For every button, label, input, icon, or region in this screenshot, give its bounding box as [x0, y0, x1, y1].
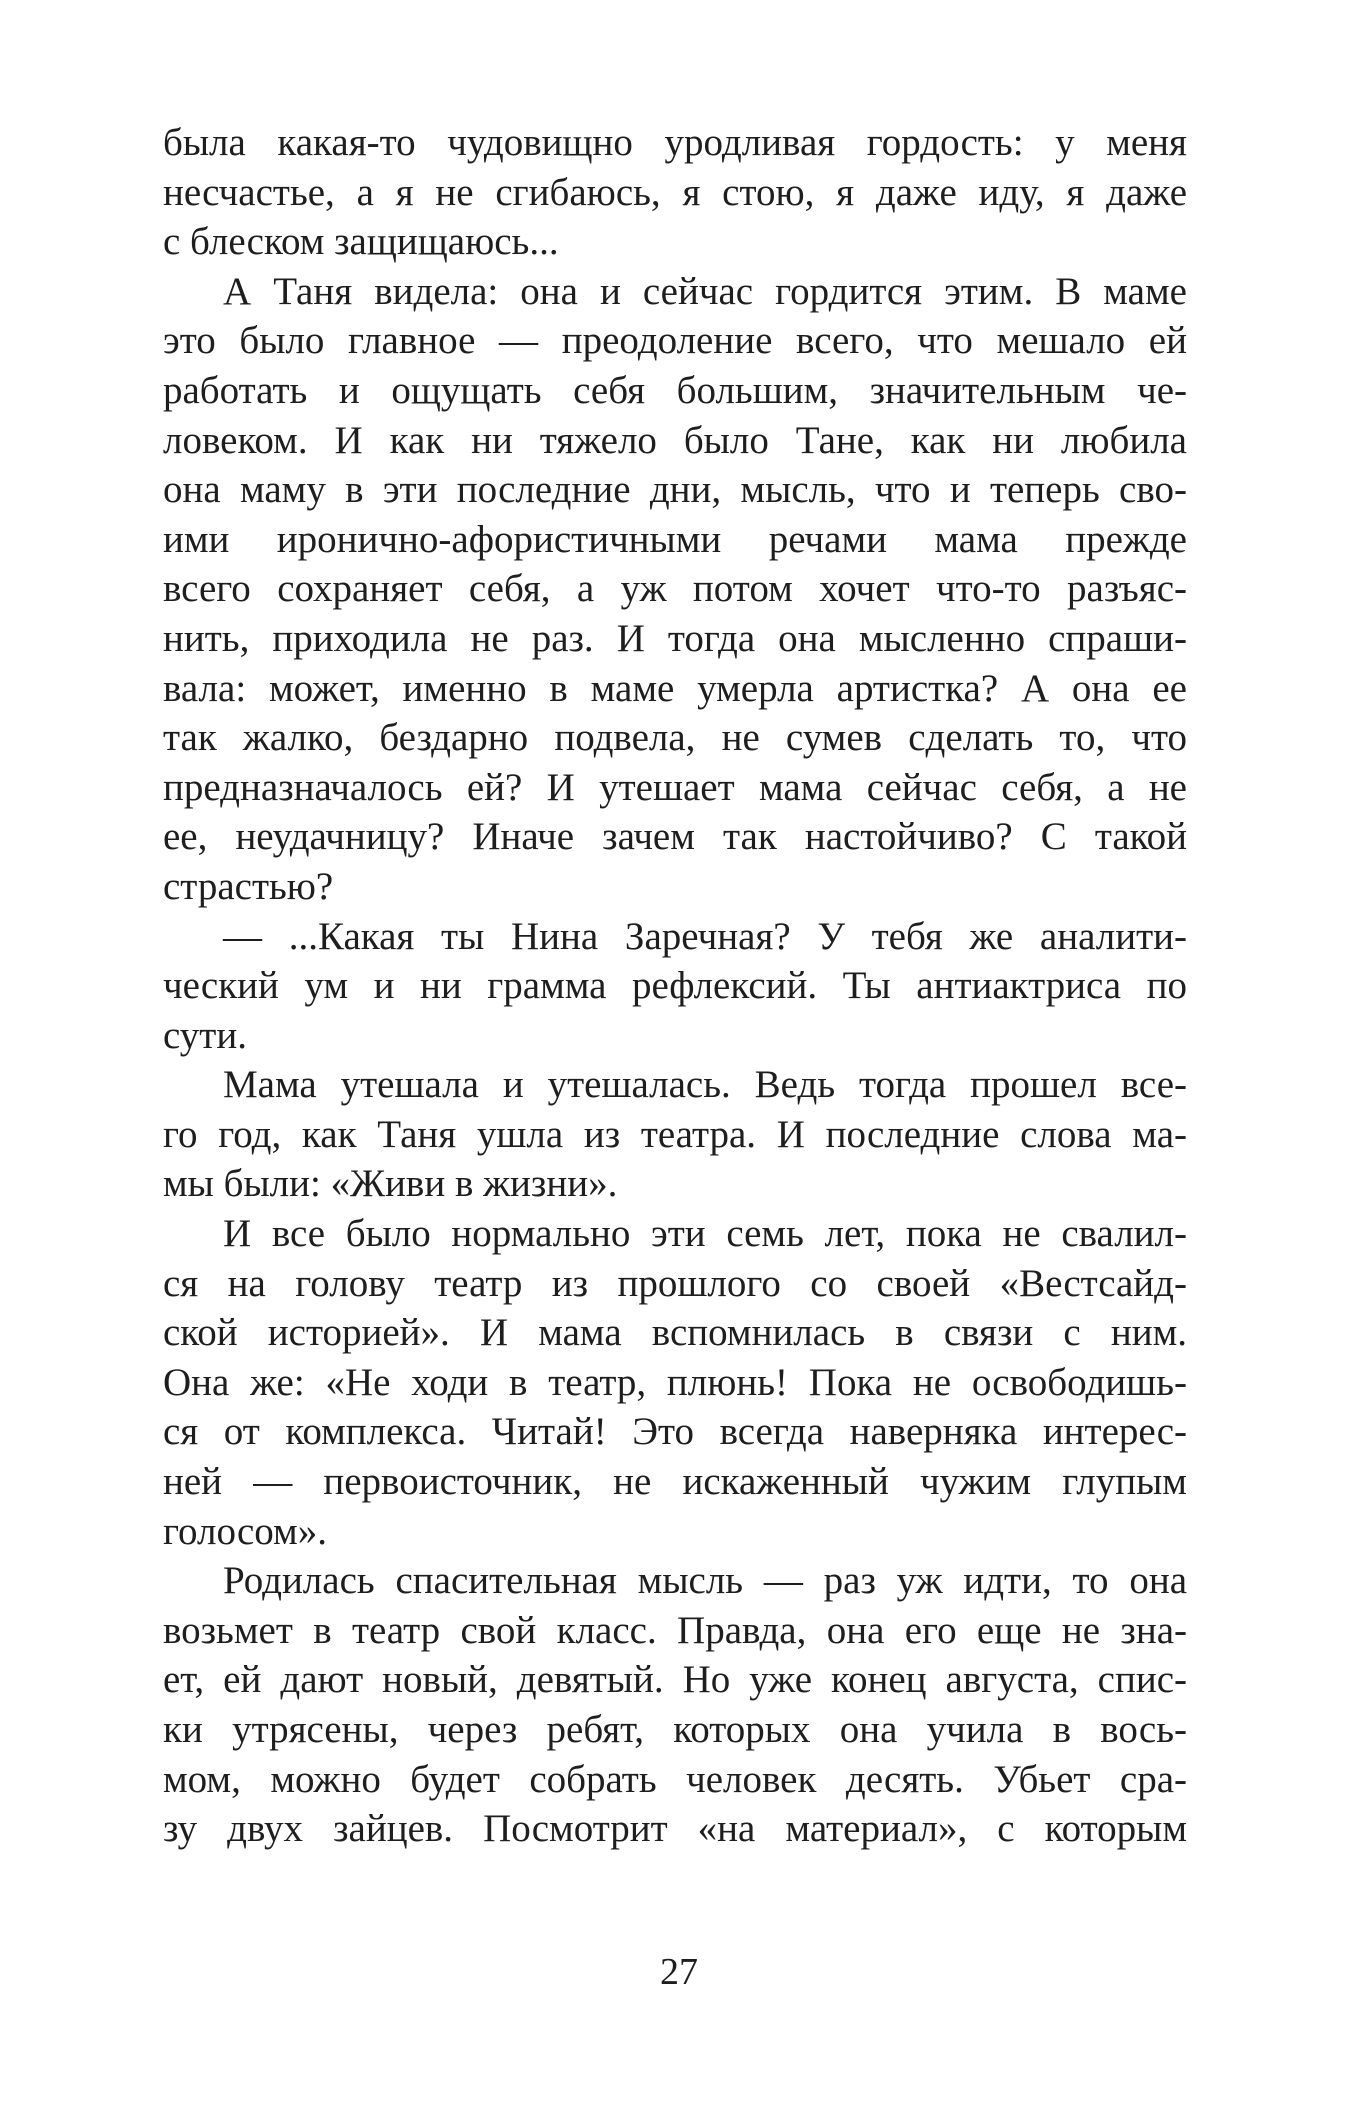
text-line: возьмет в театр свой класс. Правда, она его еще не зна- — [163, 1608, 1187, 1652]
text-line: голосом». — [163, 1509, 327, 1553]
text-line: ки утрясены, через ребят, которых она учила в вось- — [163, 1708, 1187, 1751]
paragraph — [163, 118, 1187, 267]
text-line: работать и ощущать себя большим, значительным че- — [163, 368, 1187, 412]
text-line: это было главное — преодоление всего, что мешало ей — [163, 319, 1187, 363]
text-line: Она же: «Не ходи в театр, плюнь! Пока не освободишь- — [163, 1360, 1187, 1404]
text-line: ческий ум и ни грамма рефлексий. Ты антиактриса по — [163, 964, 1187, 1008]
paragraph — [163, 1060, 1187, 1209]
text-line: ней — первоисточник, не искаженный чужим глупым — [163, 1460, 1187, 1504]
text-line: ловеком. И как ни тяжело было Тане, как ни любила — [163, 418, 1187, 462]
text-line: предназначалось ей? И утешает мама сейчас себя, а не — [163, 765, 1187, 809]
text-line: была какая-то чудовищно уродливая гордость: у меня — [163, 121, 1187, 164]
text-line: Родилась спасительная мысль — раз уж идти, то она — [223, 1559, 1187, 1603]
text-line: вала: может, именно в маме умерла артистка? А она ее — [163, 666, 1187, 710]
text-line: сути. — [163, 1013, 247, 1057]
text-line: Мама утешала и утешалась. Ведь тогда прошел все- — [223, 1063, 1187, 1107]
paragraph — [163, 267, 1187, 912]
text-line: мы были: «Живи в жизни». — [163, 1162, 618, 1206]
text-line: так жалко, бездарно подвела, не сумев сделать то, что — [163, 716, 1187, 760]
paragraph — [163, 1209, 1187, 1556]
text-line: А Таня видела: она и сейчас гордится этим. В маме — [223, 269, 1187, 313]
text-line: — ...Какая ты Нина Заречная? У тебя же аналити- — [223, 914, 1187, 958]
text-line: нить, приходила не раз. И тогда она мысленно спраши- — [163, 616, 1187, 660]
text-line: ся на голову театр из прошлого со своей «Вестсайд- — [163, 1261, 1187, 1305]
text-line: всего сохраняет себя, а уж потом хочет что-то разъяс- — [163, 567, 1187, 611]
text-line: ее, неудачницу? Иначе зачем так настойчиво? С такой — [163, 815, 1187, 859]
text-line: с блеском защищаюсь... — [163, 220, 559, 264]
page-number: 27 — [660, 1951, 698, 1993]
text-line: она маму в эти последние дни, мысль, что и теперь сво- — [163, 468, 1187, 512]
paragraph — [163, 1556, 1187, 1854]
text-line: ет, ей дают новый, девятый. Но уже конец августа, спис- — [163, 1658, 1187, 1702]
text-line: ими иронично-афористичными речами мама прежде — [163, 517, 1187, 561]
text-line: зу двух зайцев. Посмотрит «на материал», с которым — [163, 1807, 1187, 1851]
text-line: ской историей». И мама вспомнилась в связи с ним. — [163, 1311, 1187, 1355]
text-line: несчастье, а я не сгибаюсь, я стою, я даже иду, я даже — [163, 170, 1187, 214]
text-line: И все было нормально эти семь лет, пока не свалил- — [223, 1212, 1187, 1256]
text-line: го год, как Таня ушла из театра. И последние слова ма- — [163, 1112, 1187, 1156]
paragraph — [163, 912, 1187, 1061]
body-text — [163, 118, 1187, 1854]
text-line: ся от комплекса. Читай! Это всегда наверняка интерес- — [163, 1410, 1187, 1454]
text-line: мом, можно будет собрать человек десять. Убьет сра- — [163, 1757, 1187, 1801]
text-line: страстью? — [163, 864, 334, 908]
